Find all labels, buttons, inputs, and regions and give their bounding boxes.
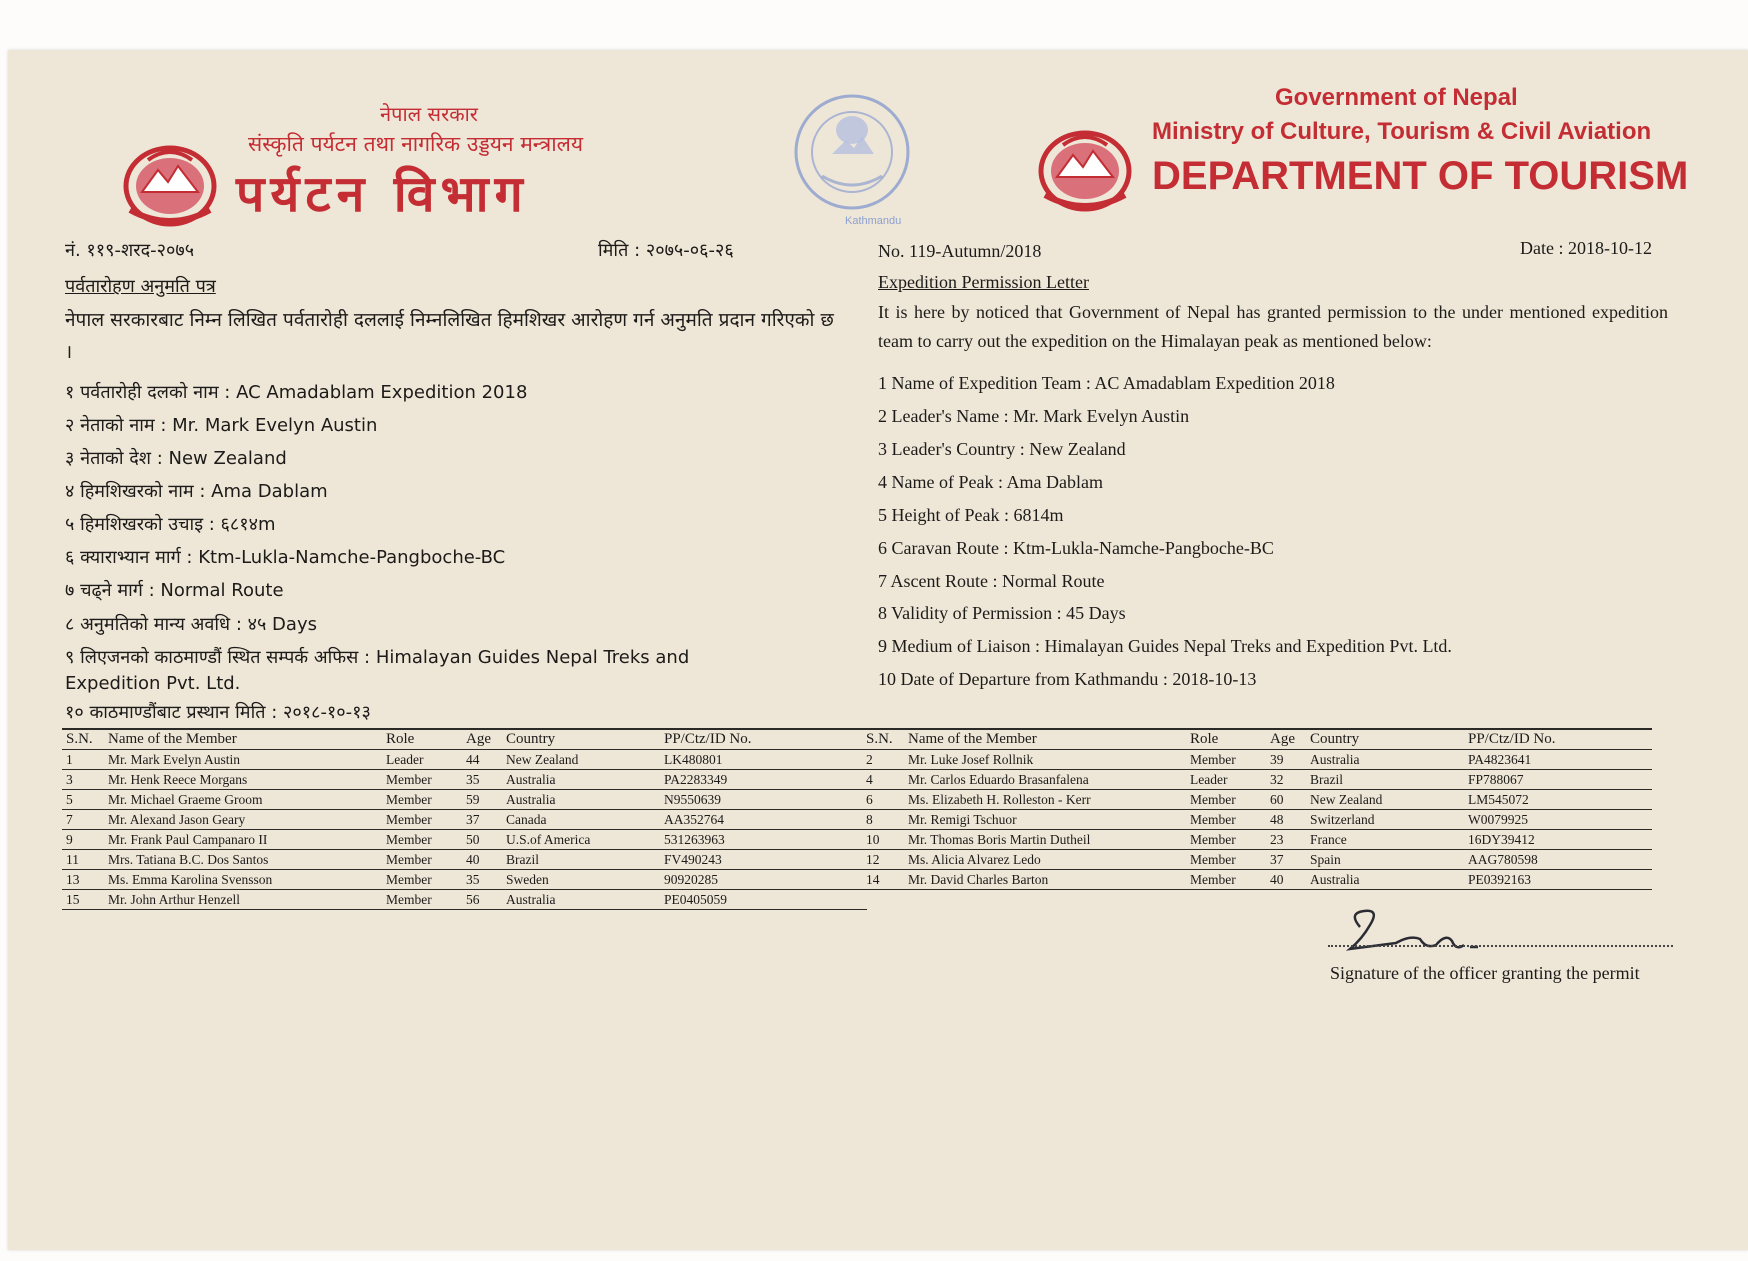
member-name: Ms. Elizabeth H. Rolleston - Kerr bbox=[904, 790, 1186, 810]
member-id: FV490243 bbox=[660, 850, 867, 870]
member-age: 50 bbox=[462, 830, 502, 850]
en-reference-number: No. 119-Autumn/2018 bbox=[878, 241, 1042, 261]
member-role: Member bbox=[1186, 870, 1266, 890]
member-age: 56 bbox=[462, 890, 502, 910]
member-sn: 11 bbox=[62, 850, 104, 870]
member-age: 48 bbox=[1266, 810, 1306, 830]
member-name: Mr. Luke Josef Rollnik bbox=[904, 750, 1186, 770]
member-role: Member bbox=[1186, 830, 1266, 850]
member-age: 44 bbox=[462, 750, 502, 770]
en-field-leader-country: 3 Leader's Country : New Zealand bbox=[878, 439, 1126, 459]
member-age: 60 bbox=[1266, 790, 1306, 810]
member-sn: 15 bbox=[62, 890, 104, 910]
member-sn: 12 bbox=[862, 850, 904, 870]
seal-caption: Kathmandu bbox=[845, 215, 902, 227]
en-field-liaison: 9 Medium of Liaison : Himalayan Guides Nepal Treks and Expedition Pvt. Ltd. bbox=[878, 636, 1452, 656]
en-letter-title: Expedition Permission Letter bbox=[878, 272, 1089, 292]
member-role: Member bbox=[1186, 810, 1266, 830]
ne-ministry-name: संस्कृति पर्यटन तथा नागरिक उड्डयन मन्त्रालय bbox=[248, 132, 584, 156]
ne-reference-number: नं. ११९-शरद-२०७५ bbox=[65, 240, 195, 261]
member-sn: 7 bbox=[62, 810, 104, 830]
member-id: W0079925 bbox=[1464, 810, 1652, 830]
member-country: France bbox=[1306, 830, 1464, 850]
member-name: Mr. John Arthur Henzell bbox=[104, 890, 382, 910]
member-name: Mr. Henk Reece Morgans bbox=[104, 770, 382, 790]
member-country: Australia bbox=[1306, 750, 1464, 770]
member-role: Member bbox=[382, 770, 462, 790]
en-date: Date : 2018-10-12 bbox=[1520, 238, 1652, 258]
member-id: PA2283349 bbox=[660, 770, 867, 790]
member-id: PA4823641 bbox=[1464, 750, 1652, 770]
nepal-emblem-icon bbox=[120, 140, 220, 230]
member-id: LM545072 bbox=[1464, 790, 1652, 810]
member-age: 40 bbox=[1266, 870, 1306, 890]
ne-field-leader-country: ३ नेताको देश : New Zealand bbox=[65, 448, 287, 469]
table-header-row bbox=[62, 729, 867, 750]
en-intro-paragraph: It is here by noticed that Government of Nepal has granted permission to the under mentioned expedition team to carry out the expedition on the Himalayan peak as mentioned below: bbox=[878, 302, 1668, 351]
member-role: Member bbox=[382, 790, 462, 810]
member-name: Mrs. Tatiana B.C. Dos Santos bbox=[104, 850, 382, 870]
column-header-name: Name of the Member bbox=[904, 729, 1186, 750]
ne-field-liaison: ९ लिएजनको काठमाण्डौं स्थित सम्पर्क अफिस : Himalayan Guides Nepal Treks and Expedition Pvt. Ltd. bbox=[65, 647, 690, 694]
member-name: Mr. Frank Paul Campanaro II bbox=[104, 830, 382, 850]
en-field-ascent-route: 7 Ascent Route : Normal Route bbox=[878, 571, 1105, 591]
member-id: N9550639 bbox=[660, 790, 867, 810]
members-table-right bbox=[862, 728, 1652, 890]
member-sn: 6 bbox=[862, 790, 904, 810]
table-row bbox=[62, 870, 867, 890]
member-country: Switzerland bbox=[1306, 810, 1464, 830]
member-role: Leader bbox=[1186, 770, 1266, 790]
member-role: Member bbox=[382, 830, 462, 850]
ne-field-team-name: १ पर्वतारोही दलको नाम : AC Amadablam Expedition 2018 bbox=[65, 382, 528, 403]
member-role: Member bbox=[1186, 790, 1266, 810]
table-row bbox=[862, 850, 1652, 870]
member-country: Sweden bbox=[502, 870, 660, 890]
member-age: 32 bbox=[1266, 770, 1306, 790]
en-field-departure-date: 10 Date of Departure from Kathmandu : 2018-10-13 bbox=[878, 669, 1257, 689]
table-row bbox=[862, 830, 1652, 850]
table-row bbox=[862, 770, 1652, 790]
member-sn: 9 bbox=[62, 830, 104, 850]
table-row bbox=[862, 750, 1652, 770]
table-row bbox=[62, 850, 867, 870]
table-row bbox=[62, 890, 867, 910]
member-id: FP788067 bbox=[1464, 770, 1652, 790]
member-country: Australia bbox=[502, 790, 660, 810]
member-name: Mr. Carlos Eduardo Brasanfalena bbox=[904, 770, 1186, 790]
member-role: Member bbox=[382, 850, 462, 870]
member-name: Ms. Alicia Alvarez Ledo bbox=[904, 850, 1186, 870]
member-name: Mr. Alexand Jason Geary bbox=[104, 810, 382, 830]
member-age: 35 bbox=[462, 770, 502, 790]
ne-field-peak-height: ५ हिमशिखरको उचाइ : ६८१४m bbox=[65, 514, 276, 535]
member-id: 90920285 bbox=[660, 870, 867, 890]
member-country: U.S.of America bbox=[502, 830, 660, 850]
member-id: 531263963 bbox=[660, 830, 867, 850]
member-country: Australia bbox=[1306, 870, 1464, 890]
en-field-peak-name: 4 Name of Peak : Ama Dablam bbox=[878, 472, 1103, 492]
column-header-sn: S.N. bbox=[862, 729, 904, 750]
member-role: Member bbox=[382, 890, 462, 910]
table-header-row bbox=[862, 729, 1652, 750]
member-sn: 4 bbox=[862, 770, 904, 790]
table-row bbox=[62, 770, 867, 790]
table-row bbox=[62, 830, 867, 850]
member-country: Spain bbox=[1306, 850, 1464, 870]
ne-date: मिति : २०७५-०६-२६ bbox=[598, 240, 734, 261]
member-name: Mr. Michael Graeme Groom bbox=[104, 790, 382, 810]
ne-department-title: पर्यटन विभाग bbox=[236, 165, 529, 223]
en-field-team-name: 1 Name of Expedition Team : AC Amadablam Expedition 2018 bbox=[878, 373, 1335, 393]
member-role: Member bbox=[1186, 850, 1266, 870]
ne-government-name: नेपाल सरकार bbox=[380, 102, 478, 126]
member-sn: 3 bbox=[62, 770, 104, 790]
member-name: Mr. David Charles Barton bbox=[904, 870, 1186, 890]
column-header-id: PP/Ctz/ID No. bbox=[1464, 729, 1652, 750]
en-field-leader-name: 2 Leader's Name : Mr. Mark Evelyn Austin bbox=[878, 406, 1190, 426]
member-country: New Zealand bbox=[1306, 790, 1464, 810]
column-header-country: Country bbox=[1306, 729, 1464, 750]
ne-field-validity: ८ अनुमतिको मान्य अवधि : ४५ Days bbox=[65, 614, 317, 635]
member-role: Member bbox=[382, 870, 462, 890]
en-department-title: DEPARTMENT OF TOURISM bbox=[1152, 154, 1689, 198]
officer-signature bbox=[1340, 905, 1500, 965]
en-field-validity: 8 Validity of Permission : 45 Days bbox=[878, 603, 1126, 623]
member-sn: 10 bbox=[862, 830, 904, 850]
member-role: Leader bbox=[382, 750, 462, 770]
column-header-age: Age bbox=[462, 729, 502, 750]
members-table-left bbox=[62, 728, 867, 910]
member-name: Mr. Mark Evelyn Austin bbox=[104, 750, 382, 770]
member-age: 59 bbox=[462, 790, 502, 810]
member-sn: 1 bbox=[62, 750, 104, 770]
table-row bbox=[862, 790, 1652, 810]
ne-field-peak-name: ४ हिमशिखरको नाम : Ama Dablam bbox=[65, 481, 328, 502]
column-header-sn: S.N. bbox=[62, 729, 104, 750]
signature-label: Signature of the officer granting the permit bbox=[1330, 963, 1640, 983]
member-age: 35 bbox=[462, 870, 502, 890]
member-name: Ms. Emma Karolina Svensson bbox=[104, 870, 382, 890]
table-row bbox=[62, 790, 867, 810]
member-id: 16DY39412 bbox=[1464, 830, 1652, 850]
member-sn: 14 bbox=[862, 870, 904, 890]
ne-field-departure-date: १० काठमाण्डौंबाट प्रस्थान मिति : २०१८-१०-१३ bbox=[65, 702, 371, 723]
member-age: 39 bbox=[1266, 750, 1306, 770]
official-seal-stamp bbox=[770, 90, 935, 215]
member-age: 40 bbox=[462, 850, 502, 870]
ne-intro-paragraph: नेपाल सरकारबाट निम्न लिखित पर्वतारोही दललाई निम्नलिखित हिमशिखर आरोहण गर्न अनुमति प्रदान गरिएको छ । bbox=[65, 309, 834, 363]
member-id: PE0392163 bbox=[1464, 870, 1652, 890]
member-role: Member bbox=[1186, 750, 1266, 770]
en-ministry-name: Ministry of Culture, Tourism & Civil Aviation bbox=[1152, 118, 1652, 145]
column-header-country: Country bbox=[502, 729, 660, 750]
en-field-peak-height: 5 Height of Peak : 6814m bbox=[878, 505, 1064, 525]
ne-field-caravan-route: ६ क्याराभ्यान मार्ग : Ktm-Lukla-Namche-Pangboche-BC bbox=[65, 547, 506, 568]
column-header-name: Name of the Member bbox=[104, 729, 382, 750]
member-sn: 5 bbox=[62, 790, 104, 810]
member-country: Australia bbox=[502, 890, 660, 910]
member-id: LK480801 bbox=[660, 750, 867, 770]
member-country: Brazil bbox=[502, 850, 660, 870]
ne-field-ascent-route: ७ चढ्ने मार्ग : Normal Route bbox=[65, 580, 284, 601]
member-country: New Zealand bbox=[502, 750, 660, 770]
member-age: 37 bbox=[462, 810, 502, 830]
member-age: 37 bbox=[1266, 850, 1306, 870]
column-header-id: PP/Ctz/ID No. bbox=[660, 729, 867, 750]
table-row bbox=[62, 750, 867, 770]
en-field-caravan-route: 6 Caravan Route : Ktm-Lukla-Namche-Pangboche-BC bbox=[878, 538, 1274, 558]
ne-field-leader-name: २ नेताको नाम : Mr. Mark Evelyn Austin bbox=[65, 415, 378, 436]
member-name: Mr. Thomas Boris Martin Dutheil bbox=[904, 830, 1186, 850]
member-country: Brazil bbox=[1306, 770, 1464, 790]
table-row bbox=[62, 810, 867, 830]
ne-letter-title: पर्वतारोहण अनुमति पत्र bbox=[65, 276, 216, 297]
member-id: AA352764 bbox=[660, 810, 867, 830]
member-name: Mr. Remigi Tschuor bbox=[904, 810, 1186, 830]
member-sn: 8 bbox=[862, 810, 904, 830]
member-id: AAG780598 bbox=[1464, 850, 1652, 870]
member-id: PE0405059 bbox=[660, 890, 867, 910]
en-government-name: Government of Nepal bbox=[1275, 84, 1518, 111]
member-sn: 2 bbox=[862, 750, 904, 770]
member-role: Member bbox=[382, 810, 462, 830]
signature-line bbox=[1328, 945, 1673, 947]
member-country: Canada bbox=[502, 810, 660, 830]
table-row bbox=[862, 870, 1652, 890]
table-row bbox=[862, 810, 1652, 830]
column-header-role: Role bbox=[1186, 729, 1266, 750]
nepal-emblem-icon bbox=[1035, 125, 1135, 215]
column-header-age: Age bbox=[1266, 729, 1306, 750]
member-age: 23 bbox=[1266, 830, 1306, 850]
column-header-role: Role bbox=[382, 729, 462, 750]
member-sn: 13 bbox=[62, 870, 104, 890]
member-country: Australia bbox=[502, 770, 660, 790]
